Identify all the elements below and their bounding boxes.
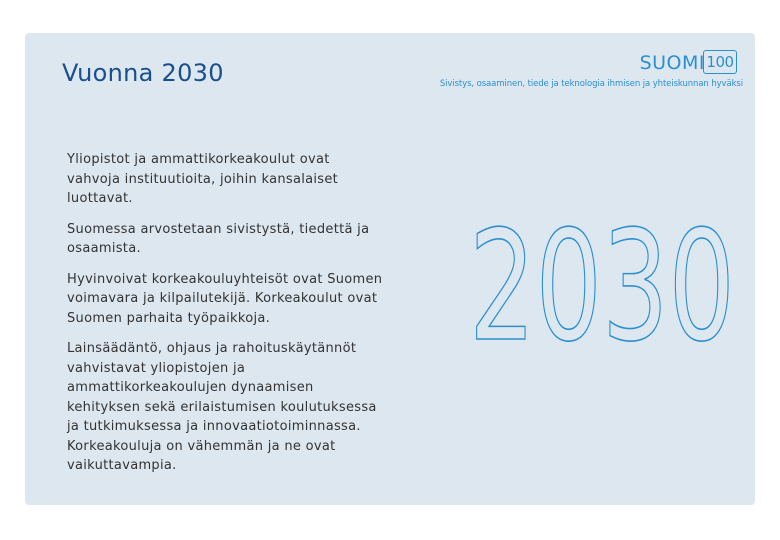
paragraph: Lainsäädäntö, ohjaus ja rahoituskäytännöt vahvistavat yliopistojen ja ammattikorkeakoulujen dynaamisen kehityksen sekä erilaistumisen koulutuksessa ja tutkimuksessa ja innovaatiotoiminnassa. Korkeakouluja on vähemmän ja ne ovat vaikuttavampia.: [67, 341, 377, 473]
paragraph: Hyvinvoivat korkeakouluyhteisöt ovat Suomen voimavara ja kilpailutekijä. Korkeakoulut ovat Suomen parhaita työpaikkoja.: [67, 271, 383, 326]
paragraph: Suomessa arvostetaan sivistystä, tiedettä ja osaamista.: [67, 221, 370, 256]
logo-tagline: Sivistys, osaaminen, tiede ja teknologia ihmisen ja yhteiskunnan hyväksi: [439, 79, 743, 89]
logo-number-box: [703, 50, 737, 74]
logo-number: 100: [706, 53, 734, 71]
paragraph: Yliopistot ja ammattikorkeakoulut ovat vahvoja instituutioita, joihin kansalaiset luottavat.: [67, 152, 339, 206]
text-column: [67, 150, 387, 487]
year-2030-graphic: [469, 209, 737, 349]
year-2030-text: 2030: [469, 209, 735, 349]
slide-card: [25, 33, 755, 505]
suomi-100-logo: [439, 50, 743, 92]
page-title: Vuonna 2030: [62, 59, 224, 87]
logo-word: SUOMI: [639, 52, 705, 74]
